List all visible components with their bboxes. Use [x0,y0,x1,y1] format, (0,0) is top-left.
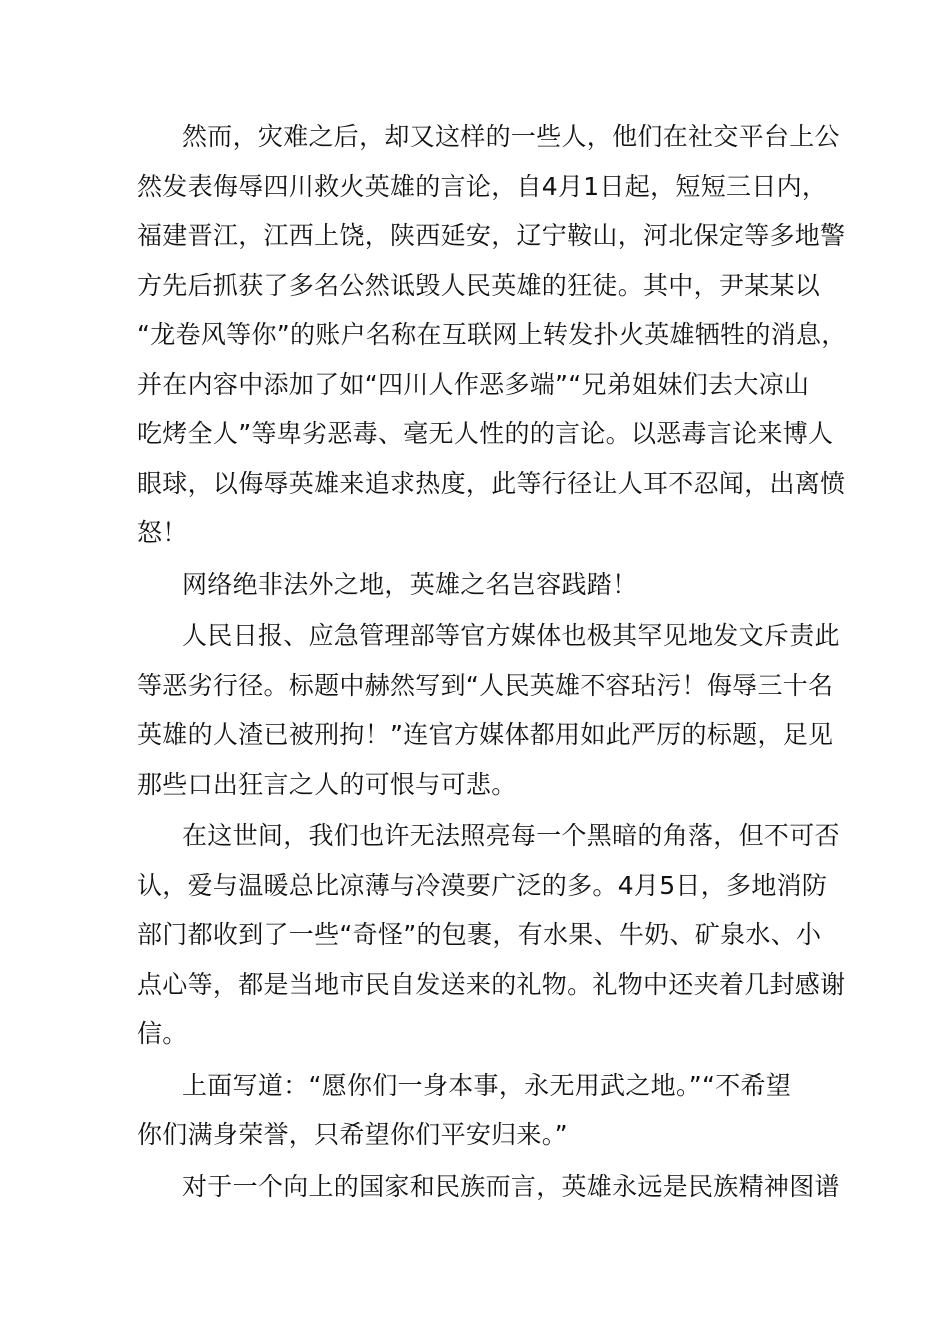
text-line: 福建晋江，江西上饶，陕西延安，辽宁鞍山，河北保定等多地警 [137,221,846,250]
text-line: 部门都收到了一些“奇怪”的包裹，有水果、牛奶、矿泉水、小 [137,920,822,949]
document-body [137,112,847,1213]
paragraph-letter-quote [137,1061,837,1160]
text-line: “龙卷风等你”的账户名称在互联网上转发扑火英雄牺牲的消息， [137,320,847,349]
text-line: 人民日报、应急管理部等官方媒体也极其罕见地发文斥责此 [182,621,840,650]
text-line: 等恶劣行径。标题中赫然写到“人民英雄不容玷污！侮辱三十名 [137,670,834,700]
text-line: 英雄的人渣已被刑拘！”连官方媒体都用如此严厉的标题，足见 [137,720,834,749]
text-line: 那些口出狂言之人的可恨与可悲。 [137,769,517,799]
text-line: 然发表侮辱四川救火英雄的言论，自4月1日起，短短三日内， [137,171,828,201]
text-line: 你们满身荣誉，只希望你们平安归来。” [137,1120,568,1149]
text-line: 怒！ [137,518,188,547]
text-line: 方先后抓获了多名公然诋毁人民英雄的狂徒。其中，尹某某以 [137,270,821,300]
paragraph-internet-not-lawless [137,560,837,610]
text-line: 点心等，都是当地市民自发送来的礼物。礼物中还夹着几封感谢 [137,969,846,999]
paragraph-love-and-warmth [137,811,846,1059]
text-line: 认，爱与温暖总比凉薄与冷漠要广泛的多。4月5日，多地消防 [137,870,828,900]
text-line: 吃烤全人”等卑劣恶毒、毫无人性的的言论。以恶毒言论来博人 [137,419,834,448]
text-line: 眼球，以侮辱英雄来追求热度，此等行径让人耳不忍闻，出离愤 [137,468,846,498]
text-line: 对于一个向上的国家和民族而言，英雄永远是民族精神图谱 [182,1171,840,1201]
text-line: 然而，灾难之后，却又这样的一些人，他们在社交平台上公 [182,122,840,151]
text-line: 网络绝非法外之地，英雄之名岂容践踏！ [182,569,638,599]
paragraph-heroes-spirit [137,1162,840,1212]
text-line: 信。 [137,1019,188,1048]
text-line: 在这世间，我们也许无法照亮每一个黑暗的角落，但不可否 [182,821,840,850]
text-line: 上面写道：“愿你们一身本事，永无用武之地。”“不希望 [182,1070,792,1100]
text-line: 并在内容中添加了如“四川人作恶多端”“兄弟姐妹们去大凉山 [137,369,810,399]
paragraph-official-media [137,611,840,809]
paragraph-disaster-insults [137,112,847,558]
